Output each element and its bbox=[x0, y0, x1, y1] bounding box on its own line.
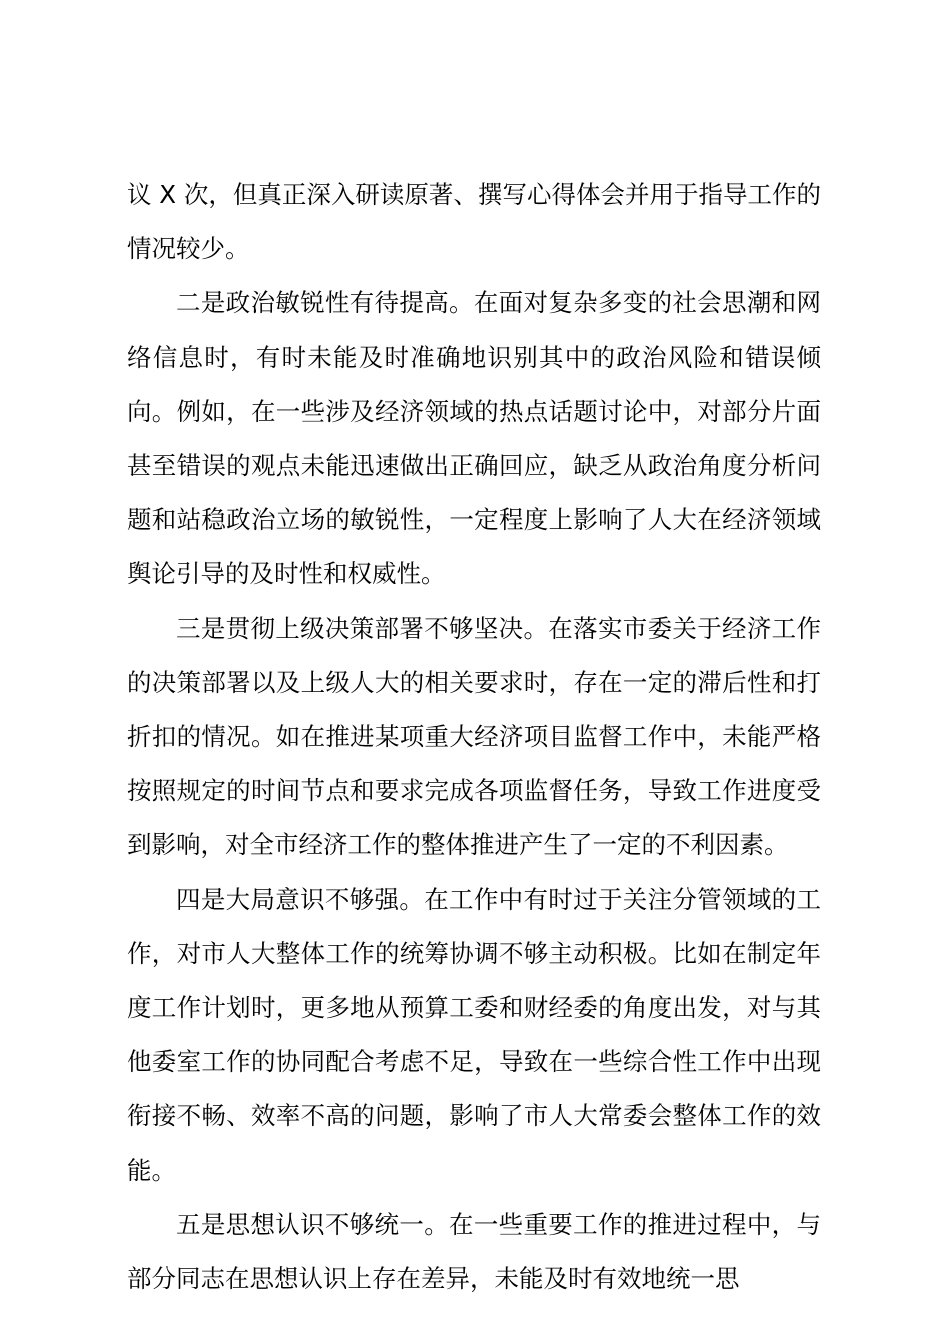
document-body bbox=[127, 168, 821, 1306]
paragraph-unified-thinking: 五是思想认识不够统一。在一些重要工作的推进过程中，与部分同志在思想认识上存在差异，未能及时有效地统一思 bbox=[127, 1209, 821, 1294]
paragraph-political-sensitivity: 二是政治敏锐性有待提高。在面对复杂多变的社会思潮和网络信息时，有时未能及时准确地识别其中的政治风险和错误倾向。例如，在一些涉及经济领域的热点话题讨论中，对部分片面甚至错误的观点未能迅速做出正确回应，缺乏从政治角度分析问题和站稳政治立场的敏锐性，一定程度上影响了人大在经济领域舆论引导的及时性和权威性。 bbox=[127, 288, 821, 589]
paragraph-big-picture: 四是大局意识不够强。在工作中有时过于关注分管领域的工作，对市人大整体工作的统筹协调不够主动积极。比如在制定年度工作计划时，更多地从预算工委和财经委的角度出发，对与其他委室工作的协同配合考虑不足，导致在一些综合性工作中出现衔接不畅、效率不高的问题，影响了市人大常委会整体工作的效能。 bbox=[127, 884, 821, 1185]
paragraph-implementation: 三是贯彻上级决策部署不够坚决。在落实市委关于经济工作的决策部署以及上级人大的相关要求时，存在一定的滞后性和打折扣的情况。如在推进某项重大经济项目监督工作中，未能严格按照规定的时间节点和要求完成各项监督任务，导致工作进度受到影响，对全市经济工作的整体推进产生了一定的不利因素。 bbox=[127, 613, 821, 860]
paragraph-continuation: 议 X 次，但真正深入研读原著、撰写心得体会并用于指导工作的情况较少。 bbox=[127, 180, 821, 264]
